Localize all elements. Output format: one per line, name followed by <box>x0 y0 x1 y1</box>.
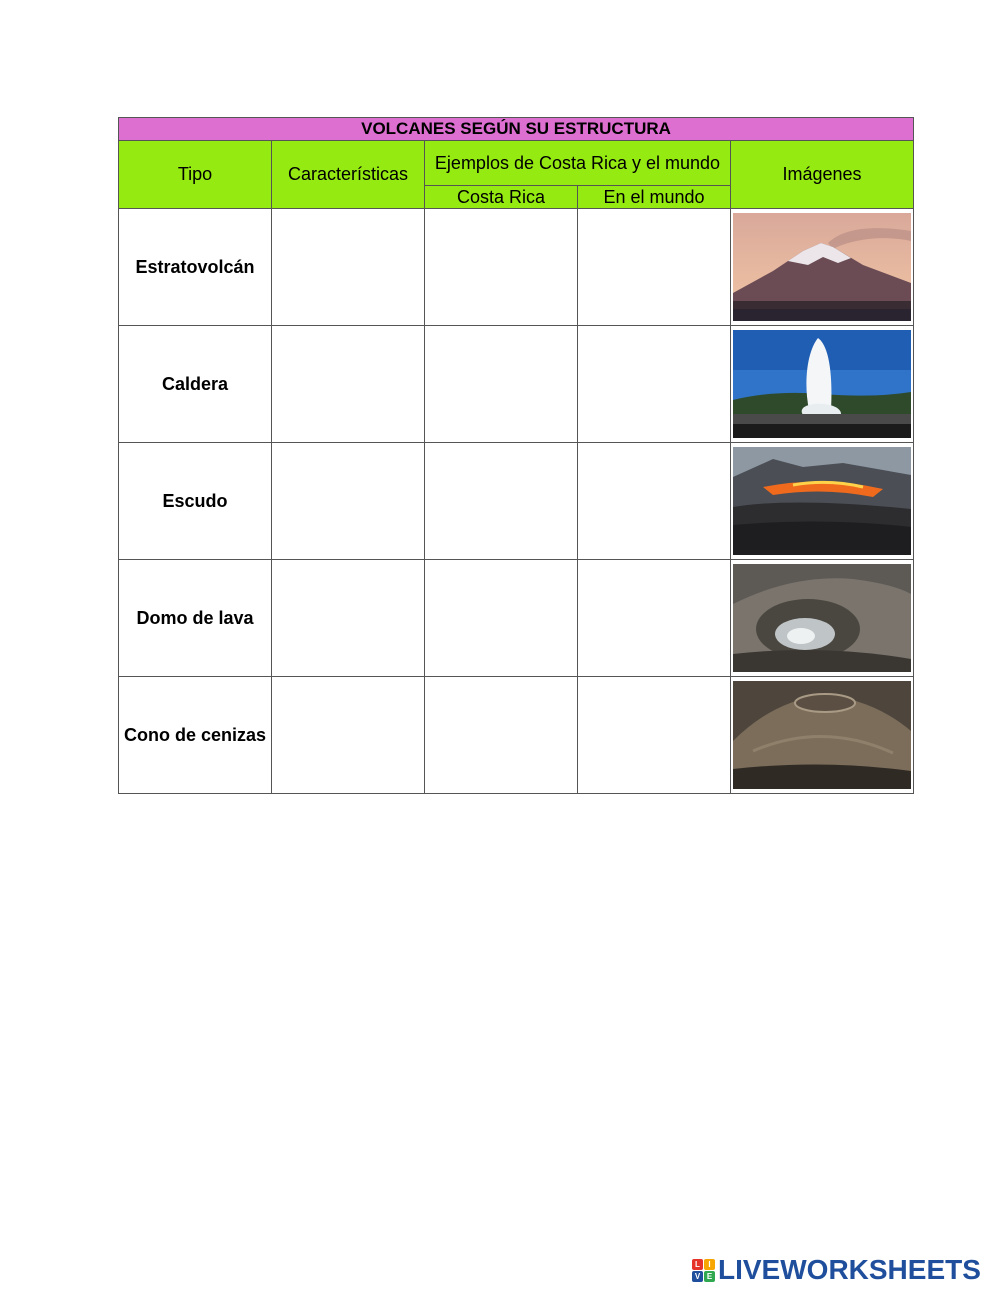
caracteristicas-answer-cell[interactable] <box>272 209 425 326</box>
tipo-cell: Cono de cenizas <box>119 677 272 794</box>
mundo-answer-cell[interactable] <box>578 326 731 443</box>
table-row <box>119 560 914 677</box>
shield-volcano-lava-photo <box>733 447 911 555</box>
costa-rica-answer-cell[interactable] <box>425 560 578 677</box>
costa-rica-answer-cell[interactable] <box>425 443 578 560</box>
liveworksheets-logo <box>692 1255 981 1285</box>
header-caracteristicas: Características <box>272 141 425 209</box>
caracteristicas-answer-cell[interactable] <box>272 677 425 794</box>
lava-dome-crater-photo <box>733 564 911 672</box>
mundo-answer-cell[interactable] <box>578 209 731 326</box>
table-row <box>119 443 914 560</box>
geyser-caldera-photo <box>733 330 911 438</box>
costa-rica-answer-cell[interactable] <box>425 326 578 443</box>
header-costa-rica: Costa Rica <box>425 186 578 209</box>
volcano-worksheet-table <box>118 117 914 794</box>
caracteristicas-answer-cell[interactable] <box>272 326 425 443</box>
mundo-answer-cell[interactable] <box>578 560 731 677</box>
liveworksheets-badge-icon: L I V E <box>692 1259 715 1282</box>
tipo-cell: Domo de lava <box>119 560 272 677</box>
cinder-cone-photo <box>733 681 911 789</box>
tipo-cell: Escudo <box>119 443 272 560</box>
header-imagenes: Imágenes <box>731 141 914 209</box>
header-ejemplos: Ejemplos de Costa Rica y el mundo <box>425 141 731 186</box>
table-title: VOLCANES SEGÚN SU ESTRUCTURA <box>119 118 914 141</box>
mundo-answer-cell[interactable] <box>578 677 731 794</box>
table-row <box>119 326 914 443</box>
logo-text: LIVEWORKSHEETS <box>718 1254 981 1285</box>
tipo-cell: Caldera <box>119 326 272 443</box>
costa-rica-answer-cell[interactable] <box>425 677 578 794</box>
caracteristicas-answer-cell[interactable] <box>272 560 425 677</box>
table-row <box>119 209 914 326</box>
stratovolcano-photo <box>733 213 911 321</box>
tipo-cell: Estratovolcán <box>119 209 272 326</box>
header-mundo: En el mundo <box>578 186 731 209</box>
mundo-answer-cell[interactable] <box>578 443 731 560</box>
header-tipo: Tipo <box>119 141 272 209</box>
caracteristicas-answer-cell[interactable] <box>272 443 425 560</box>
table-row <box>119 677 914 794</box>
costa-rica-answer-cell[interactable] <box>425 209 578 326</box>
